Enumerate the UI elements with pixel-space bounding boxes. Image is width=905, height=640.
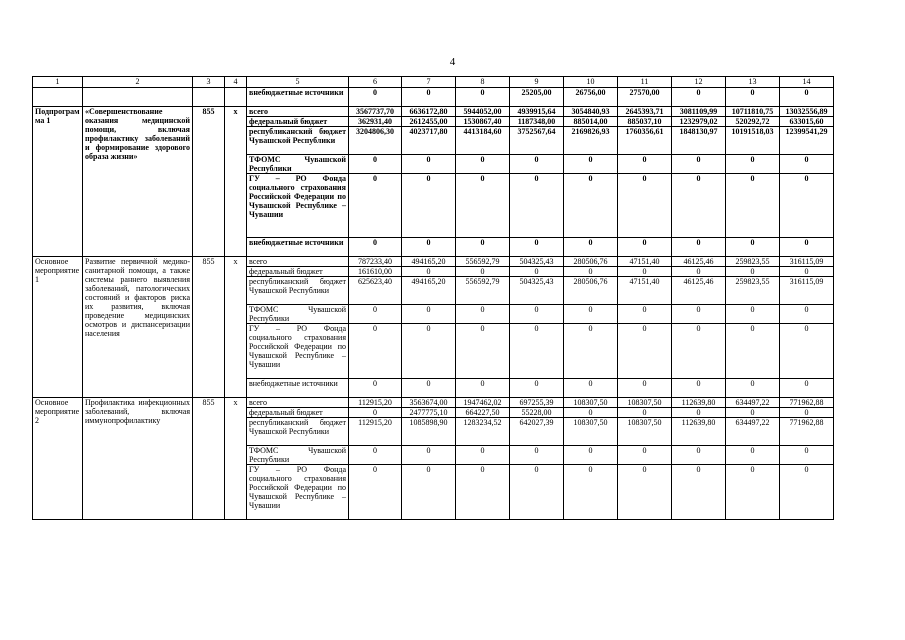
amount-cell: 885037,10	[618, 117, 672, 127]
amount-cell: 0	[456, 324, 510, 379]
amount-cell: 4939915,64	[510, 107, 564, 117]
funding-source-cell: ТФОМС Чувашской Республики	[247, 155, 349, 174]
amount-cell: 0	[564, 238, 618, 257]
amount-cell: 787233,40	[349, 257, 402, 267]
column-header: 4	[225, 77, 247, 88]
amount-cell: 0	[726, 446, 780, 465]
amount-cell: 0	[780, 324, 834, 379]
amount-cell: 108307,50	[618, 398, 672, 408]
amount-cell: 0	[564, 267, 618, 277]
header-row	[33, 77, 834, 88]
funding-source-cell: ГУ – РО Фонда социального страхования Российской Федерации по Чувашской Республике – Чувашии	[247, 465, 349, 520]
amount-cell: 664227,50	[456, 408, 510, 418]
funding-source-cell: ГУ – РО Фонда социального страхования Российской Федерации по Чувашской Республике – Чувашии	[247, 174, 349, 238]
amount-cell: 259823,55	[726, 277, 780, 305]
amount-cell: 112915,20	[349, 418, 402, 446]
amount-cell: 316115,09	[780, 257, 834, 267]
amount-cell: 0	[564, 174, 618, 238]
x-marker-cell	[225, 88, 247, 107]
amount-cell: 259823,55	[726, 257, 780, 267]
amount-cell: 0	[564, 408, 618, 418]
grbs-code-cell	[193, 88, 225, 107]
grbs-code-cell: 855	[193, 398, 225, 520]
amount-cell: 5944052,00	[456, 107, 510, 117]
column-header: 1	[33, 77, 83, 88]
amount-cell: 0	[672, 305, 726, 324]
amount-cell: 0	[510, 238, 564, 257]
funding-source-cell: республиканский бюджет Чувашской Республики	[247, 277, 349, 305]
amount-cell: 0	[456, 174, 510, 238]
amount-cell: 0	[402, 155, 456, 174]
amount-cell: 0	[456, 88, 510, 107]
amount-cell: 0	[672, 155, 726, 174]
amount-cell: 0	[510, 324, 564, 379]
amount-cell: 0	[349, 465, 402, 520]
amount-cell: 0	[780, 465, 834, 520]
amount-cell: 2612455,00	[402, 117, 456, 127]
amount-cell: 0	[349, 155, 402, 174]
amount-cell: 0	[349, 174, 402, 238]
amount-cell: 46125,46	[672, 257, 726, 267]
amount-cell: 0	[456, 305, 510, 324]
amount-cell: 0	[402, 305, 456, 324]
amount-cell: 0	[564, 465, 618, 520]
page-number: 4	[449, 56, 456, 68]
amount-cell: 108307,50	[618, 418, 672, 446]
amount-cell: 0	[510, 465, 564, 520]
amount-cell: 0	[456, 465, 510, 520]
amount-cell: 0	[402, 465, 456, 520]
amount-cell: 0	[349, 238, 402, 257]
amount-cell: 0	[618, 267, 672, 277]
amount-cell: 0	[726, 324, 780, 379]
amount-cell: 885014,00	[564, 117, 618, 127]
amount-cell: 0	[510, 379, 564, 398]
funding-source-cell: всего	[247, 257, 349, 267]
column-header: 8	[456, 77, 510, 88]
amount-cell: 112915,20	[349, 398, 402, 408]
amount-cell: 0	[510, 174, 564, 238]
amount-cell: 0	[672, 379, 726, 398]
amount-cell: 2645393,71	[618, 107, 672, 117]
amount-cell: 634497,22	[726, 398, 780, 408]
program-code-cell: Основное мероприятие 1	[33, 257, 83, 398]
amount-cell: 0	[402, 88, 456, 107]
amount-cell: 0	[564, 155, 618, 174]
amount-cell: 0	[402, 238, 456, 257]
amount-cell: 1085898,90	[402, 418, 456, 446]
amount-cell: 316115,09	[780, 277, 834, 305]
amount-cell: 0	[349, 408, 402, 418]
amount-cell: 0	[672, 324, 726, 379]
funding-source-cell: всего	[247, 398, 349, 408]
amount-cell: 161610,00	[349, 267, 402, 277]
amount-cell: 0	[510, 267, 564, 277]
column-header: 9	[510, 77, 564, 88]
amount-cell: 1760356,61	[618, 127, 672, 155]
x-marker-cell: х	[225, 107, 247, 257]
column-header: 14	[780, 77, 834, 88]
amount-cell: 112639,80	[672, 398, 726, 408]
amount-cell: 0	[456, 379, 510, 398]
amount-cell: 556592,79	[456, 257, 510, 267]
amount-cell: 0	[349, 379, 402, 398]
amount-cell: 3054840,93	[564, 107, 618, 117]
amount-cell: 55228,00	[510, 408, 564, 418]
amount-cell: 0	[780, 174, 834, 238]
amount-cell: 1283234,52	[456, 418, 510, 446]
amount-cell: 0	[726, 238, 780, 257]
amount-cell: 771962,88	[780, 398, 834, 408]
amount-cell: 0	[564, 324, 618, 379]
funding-source-cell: всего	[247, 107, 349, 117]
amount-cell: 2477775,10	[402, 408, 456, 418]
column-header: 7	[402, 77, 456, 88]
amount-cell: 0	[618, 408, 672, 418]
column-header: 11	[618, 77, 672, 88]
amount-cell: 0	[726, 465, 780, 520]
amount-cell: 10711810,75	[726, 107, 780, 117]
amount-cell: 26756,00	[564, 88, 618, 107]
amount-cell: 0	[618, 238, 672, 257]
amount-cell: 10191518,03	[726, 127, 780, 155]
amount-cell: 0	[618, 465, 672, 520]
amount-cell: 0	[618, 446, 672, 465]
amount-cell: 0	[402, 267, 456, 277]
amount-cell: 0	[618, 379, 672, 398]
amount-cell: 0	[726, 155, 780, 174]
program-name-cell: «Совершенствование оказания медицинской помощи, включая профилактику заболеваний и формирование здорового образа жизни»	[83, 107, 193, 257]
amount-cell: 0	[780, 267, 834, 277]
amount-cell: 0	[780, 446, 834, 465]
amount-cell: 0	[780, 379, 834, 398]
column-header: 3	[193, 77, 225, 88]
program-name-cell: Развитие первичной медико-санитарной помощи, а также системы раннего выявления заболеваний, патологических состояний и факторов риска их развития, включая проведение медицинских осмотров и диспансеризации населения	[83, 257, 193, 398]
amount-cell: 0	[780, 305, 834, 324]
amount-cell: 25205,00	[510, 88, 564, 107]
amount-cell: 0	[349, 324, 402, 379]
program-name-cell	[83, 88, 193, 107]
column-header: 13	[726, 77, 780, 88]
amount-cell: 3563674,00	[402, 398, 456, 408]
amount-cell: 13032556,89	[780, 107, 834, 117]
amount-cell: 0	[510, 155, 564, 174]
amount-cell: 0	[402, 174, 456, 238]
amount-cell: 1232979,02	[672, 117, 726, 127]
amount-cell: 0	[456, 238, 510, 257]
x-marker-cell: х	[225, 398, 247, 520]
amount-cell: 0	[726, 305, 780, 324]
amount-cell: 0	[618, 324, 672, 379]
amount-cell: 494165,20	[402, 277, 456, 305]
amount-cell: 0	[780, 408, 834, 418]
funding-source-cell: республиканский бюджет Чувашской Республики	[247, 418, 349, 446]
budget-table	[32, 76, 834, 520]
amount-cell: 3752567,64	[510, 127, 564, 155]
amount-cell: 504325,43	[510, 277, 564, 305]
column-header: 12	[672, 77, 726, 88]
amount-cell: 0	[672, 465, 726, 520]
amount-cell: 0	[672, 238, 726, 257]
funding-source-cell: ТФОМС Чувашской Республики	[247, 446, 349, 465]
program-code-cell: Основное мероприятие 2	[33, 398, 83, 520]
amount-cell: 0	[780, 238, 834, 257]
amount-cell: 2169826,93	[564, 127, 618, 155]
funding-source-cell: ТФОМС Чувашской Республики	[247, 305, 349, 324]
program-name-cell: Профилактика инфекционных заболеваний, включая иммунопрофилактику	[83, 398, 193, 520]
funding-source-cell: ГУ – РО Фонда социального страхования Российской Федерации по Чувашской Республике – Чувашии	[247, 324, 349, 379]
amount-cell: 112639,80	[672, 418, 726, 446]
amount-cell: 0	[456, 446, 510, 465]
amount-cell: 0	[726, 408, 780, 418]
grbs-code-cell: 855	[193, 257, 225, 398]
amount-cell: 556592,79	[456, 277, 510, 305]
amount-cell: 362931,40	[349, 117, 402, 127]
amount-cell: 47151,40	[618, 257, 672, 267]
amount-cell: 0	[456, 267, 510, 277]
amount-cell: 0	[510, 305, 564, 324]
amount-cell: 0	[780, 88, 834, 107]
amount-cell: 280506,76	[564, 257, 618, 267]
amount-cell: 0	[672, 446, 726, 465]
amount-cell: 0	[618, 174, 672, 238]
amount-cell: 108307,50	[564, 398, 618, 408]
amount-cell: 771962,88	[780, 418, 834, 446]
amount-cell: 697255,39	[510, 398, 564, 408]
amount-cell: 0	[349, 305, 402, 324]
amount-cell: 27570,00	[618, 88, 672, 107]
amount-cell: 0	[672, 88, 726, 107]
amount-cell: 0	[349, 446, 402, 465]
funding-source-cell: федеральный бюджет	[247, 408, 349, 418]
column-header: 5	[247, 77, 349, 88]
amount-cell: 0	[402, 379, 456, 398]
amount-cell: 0	[349, 88, 402, 107]
funding-source-cell: внебюджетные источники	[247, 88, 349, 107]
amount-cell: 108307,50	[564, 418, 618, 446]
x-marker-cell: х	[225, 257, 247, 398]
amount-cell: 1187348,00	[510, 117, 564, 127]
amount-cell: 0	[672, 267, 726, 277]
program-code-cell: Подпрограмма 1	[33, 107, 83, 257]
amount-cell: 0	[618, 155, 672, 174]
amount-cell: 0	[726, 379, 780, 398]
amount-cell: 1530867,40	[456, 117, 510, 127]
column-header: 10	[564, 77, 618, 88]
amount-cell: 520292,72	[726, 117, 780, 127]
funding-source-cell: внебюджетные источники	[247, 379, 349, 398]
amount-cell: 0	[510, 446, 564, 465]
amount-cell: 0	[726, 88, 780, 107]
amount-cell: 642027,39	[510, 418, 564, 446]
amount-cell: 0	[564, 446, 618, 465]
amount-cell: 0	[618, 305, 672, 324]
table-row	[33, 88, 834, 107]
amount-cell: 0	[402, 446, 456, 465]
column-header: 2	[83, 77, 193, 88]
amount-cell: 494165,20	[402, 257, 456, 267]
program-code-cell	[33, 88, 83, 107]
funding-source-cell: федеральный бюджет	[247, 117, 349, 127]
amount-cell: 3081109,99	[672, 107, 726, 117]
funding-source-cell: республиканский бюджет Чувашской Республики	[247, 127, 349, 155]
amount-cell: 0	[726, 174, 780, 238]
funding-source-cell: федеральный бюджет	[247, 267, 349, 277]
amount-cell: 0	[672, 174, 726, 238]
amount-cell: 634497,22	[726, 418, 780, 446]
table-row	[33, 257, 834, 267]
amount-cell: 46125,46	[672, 277, 726, 305]
amount-cell: 0	[402, 324, 456, 379]
column-header: 6	[349, 77, 402, 88]
amount-cell: 3567737,70	[349, 107, 402, 117]
funding-source-cell: внебюджетные источники	[247, 238, 349, 257]
amount-cell: 280506,76	[564, 277, 618, 305]
amount-cell: 4023717,80	[402, 127, 456, 155]
table-row	[33, 398, 834, 408]
amount-cell: 0	[564, 305, 618, 324]
amount-cell: 0	[726, 267, 780, 277]
amount-cell: 625623,40	[349, 277, 402, 305]
amount-cell: 1947462,02	[456, 398, 510, 408]
amount-cell: 0	[780, 155, 834, 174]
table-row	[33, 107, 834, 117]
amount-cell: 12399541,29	[780, 127, 834, 155]
amount-cell: 3204806,30	[349, 127, 402, 155]
amount-cell: 47151,40	[618, 277, 672, 305]
amount-cell: 504325,43	[510, 257, 564, 267]
amount-cell: 0	[564, 379, 618, 398]
amount-cell: 6636172,80	[402, 107, 456, 117]
amount-cell: 0	[456, 155, 510, 174]
amount-cell: 0	[672, 408, 726, 418]
amount-cell: 4413184,60	[456, 127, 510, 155]
amount-cell: 1848130,97	[672, 127, 726, 155]
grbs-code-cell: 855	[193, 107, 225, 257]
amount-cell: 633015,60	[780, 117, 834, 127]
